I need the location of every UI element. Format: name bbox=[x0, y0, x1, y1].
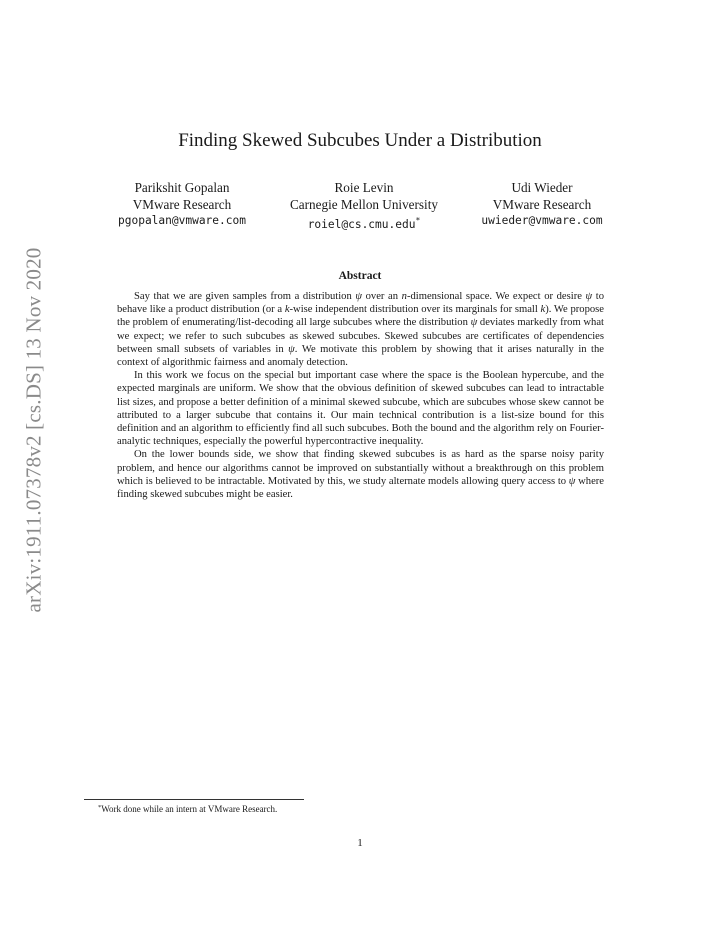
math-symbol: ψ bbox=[568, 475, 576, 487]
footnote bbox=[98, 804, 277, 814]
paper-title: Finding Skewed Subcubes Under a Distribution bbox=[178, 130, 542, 151]
math-symbol: k bbox=[284, 304, 290, 316]
footnote-mark: * bbox=[98, 804, 102, 811]
math-symbol: ψ bbox=[585, 291, 593, 302]
abstract-paragraph bbox=[117, 290, 604, 369]
author-email bbox=[272, 213, 456, 234]
author-affiliation: VMware Research bbox=[132, 196, 232, 212]
math-symbol: ψ bbox=[355, 291, 362, 302]
footnote-text: Work done while an intern at VMware Research. bbox=[101, 804, 278, 814]
abstract-text: On the lower bounds side, we show that finding skewed subcubes is as hard as the sparse noisy parity problem, and hence our algorithms cannot be improved on substantially without a breakthrough on this problem which is believed to be intractable. Motivated by this, we study alternate models allowing query access to bbox=[117, 449, 604, 487]
author-email: pgopalan@vmware.com bbox=[118, 214, 246, 227]
author-email: uwieder@vmware.com bbox=[481, 214, 603, 227]
author-1 bbox=[98, 180, 266, 230]
math-symbol: n bbox=[401, 291, 407, 302]
abstract-text: where finding skewed subcubes might be easier. bbox=[117, 475, 604, 501]
math-symbol: k bbox=[540, 304, 546, 316]
author-affiliation: VMware Research bbox=[492, 196, 592, 212]
author-email-text: roiel@cs.cmu.edu bbox=[307, 218, 416, 231]
author-2 bbox=[272, 180, 456, 234]
abstract-text: over an bbox=[361, 291, 402, 302]
abstract-text: to behave like a product distribution (or a bbox=[117, 291, 604, 316]
footnote-mark: * bbox=[415, 216, 421, 225]
author-name: Parikshit Gopalan bbox=[134, 180, 230, 195]
footnote-rule bbox=[84, 799, 304, 800]
math-symbol: ψ bbox=[470, 317, 478, 329]
abstract-text: deviates markedly from what we expect; we refer to such subcubes as skewed subcubes. Skewed subcubes are certificates of dependencies between small subsets of variables in bbox=[117, 317, 605, 355]
abstract-text: Say that we are given samples from a distribution bbox=[134, 291, 356, 302]
abstract-body bbox=[117, 290, 604, 501]
author-affiliation: Carnegie Mellon University bbox=[290, 196, 438, 212]
abstract-paragraph bbox=[117, 369, 604, 448]
abstract-paragraph bbox=[117, 448, 604, 501]
author-3 bbox=[472, 180, 612, 230]
author-name: Roie Levin bbox=[334, 180, 394, 195]
abstract-text: . We motivate this problem by showing that it arises naturally in the context of algorithmic fairness and anomaly detection. bbox=[117, 343, 605, 369]
math-symbol: ψ bbox=[288, 343, 295, 355]
abstract-text: In this work we focus on the special but important case where the space is the Boolean hypercube, and the expected marginals are uniform. We show that the obvious definition of skewed subcubes can lead to intractable list sizes, and propose a better definition of a minimal skewed subcube, which are subcubes whose skew cannot be attributed to a larger subcube that contains it. Our main technical contribution is a list-size bound for this definition and an algorithm to efficiently find all such subcubes. Both the bound and the algorithm rely on Fourier-analytic techniques, especially the powerful hypercontractive inequality. bbox=[117, 370, 604, 448]
abstract-text: -wise independent distribution over its marginals for small bbox=[289, 304, 541, 316]
abstract-text: -dimensional space. We expect or desire bbox=[406, 291, 586, 302]
arxiv-stamp: arXiv:1911.07378v2 [cs.DS] 13 Nov 2020 bbox=[21, 247, 46, 613]
page-number: 1 bbox=[357, 837, 363, 849]
author-name: Udi Wieder bbox=[511, 180, 573, 195]
abstract-heading: Abstract bbox=[338, 270, 382, 282]
abstract-text: ). We propose the problem of enumerating/list-decoding all large subcubes where the distribution bbox=[117, 304, 604, 329]
